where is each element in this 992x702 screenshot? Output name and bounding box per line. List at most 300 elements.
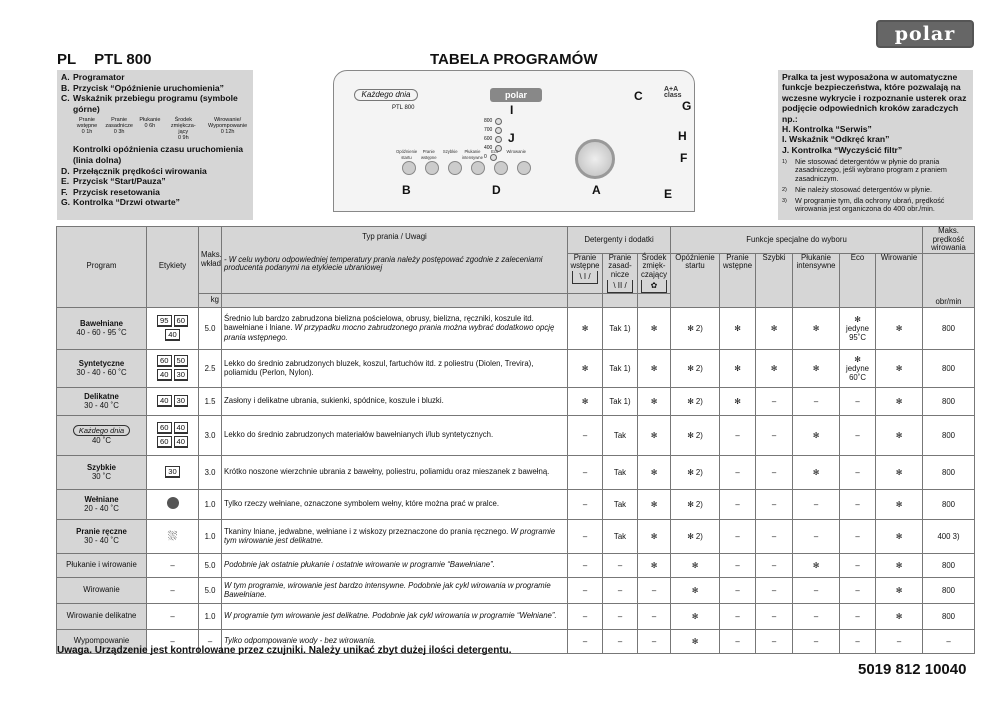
speed-led-icon	[495, 127, 502, 134]
value-cell: ✻	[876, 307, 923, 349]
indicator-strip	[75, 117, 249, 141]
value-cell: –	[756, 577, 793, 603]
max-load: 1.5	[199, 387, 222, 415]
value-cell: Tak 1)	[603, 349, 638, 387]
description-cell	[222, 577, 568, 603]
program-cell	[57, 387, 147, 415]
col-program: Program	[57, 227, 147, 308]
value-cell: 800	[923, 415, 975, 455]
polar-logo: polar	[876, 20, 974, 48]
col-maxload: Maks. wkład	[199, 227, 222, 294]
program-name: Wirowanie delikatne	[66, 611, 137, 621]
value-cell: ✻	[638, 489, 671, 519]
program-name: Pranie ręczne	[76, 526, 127, 536]
value-cell: ✻	[876, 553, 923, 577]
panel-button[interactable]	[494, 161, 508, 175]
value-cell: –	[603, 629, 638, 653]
model-name: PTL 800	[94, 51, 152, 68]
dash: –	[170, 611, 175, 621]
footnote-number: 1)	[782, 159, 787, 166]
value-cell: 800	[923, 603, 975, 629]
col-detergents: Detergenty i dodatki	[568, 227, 671, 254]
value-cell: ✻	[638, 519, 671, 553]
col-prewash-label: Pranie wstępne	[570, 252, 600, 271]
value-cell: ✻	[638, 553, 671, 577]
col-prewash2: Pranie wstępne	[720, 253, 756, 307]
value-cell: –	[840, 629, 876, 653]
value-cell: –	[840, 577, 876, 603]
panel-button-label: Wirowanie	[506, 149, 527, 154]
max-load: 1.0	[199, 519, 222, 553]
dash: –	[170, 636, 175, 646]
speed-led-icon	[495, 118, 502, 125]
col-prewash	[568, 253, 603, 293]
legend-right	[778, 70, 973, 220]
program-cell	[57, 577, 147, 603]
value-cell: ✻	[756, 349, 793, 387]
legend-key	[61, 144, 73, 165]
value-cell: –	[756, 489, 793, 519]
care-labels-cell	[147, 489, 199, 519]
col-special: Funkcje specjalne do wyboru	[671, 227, 923, 254]
program-cell	[57, 519, 147, 553]
legend-item	[61, 144, 249, 165]
value-cell: ✻	[876, 415, 923, 455]
care-label-temp: 95	[157, 315, 171, 327]
care-label-temp: 40	[174, 422, 188, 434]
program-temp: 20 - 40 ˚C	[84, 504, 119, 514]
value-cell: ✻	[638, 415, 671, 455]
warning-text: Uwaga. Urządzenie jest kontrolowane przez czujniki. Należy unikać zbyt dużej ilości detergentu.	[57, 645, 512, 656]
max-load: 3.0	[199, 455, 222, 489]
header-left	[57, 51, 151, 68]
spin-speed-value: 0	[484, 154, 487, 160]
description-cell	[222, 519, 568, 553]
care-label-temp: 50	[174, 355, 188, 367]
document-code: 5019 812 10040	[858, 661, 967, 678]
panel-button-label: Szybkie	[442, 149, 458, 154]
panel-button-label: Płukanie intensywne	[462, 149, 483, 160]
value-cell: –	[603, 603, 638, 629]
value-cell: –	[840, 489, 876, 519]
value-cell: ✻	[671, 553, 720, 577]
col-softener-label: Środek zmięk-czający	[641, 252, 667, 279]
description-text: Lekko do średnio zabrudzonych materiałów bawełnianych i/lub syntetycznych.	[224, 430, 494, 440]
care-labels-cell	[147, 553, 199, 577]
description-note: Podobnie jak ostatnie płukanie i ostatnie wirowanie w programie “Bawełniane”.	[224, 560, 495, 570]
panel-brand: Każdego dnia	[354, 89, 418, 101]
legend-item	[61, 187, 249, 198]
wool-icon	[167, 497, 179, 509]
value-cell: 800	[923, 455, 975, 489]
description-cell	[222, 553, 568, 577]
care-label-temp: 30	[174, 395, 188, 407]
value-cell: –	[793, 629, 840, 653]
legend-text: Przycisk resetowania	[73, 186, 160, 197]
max-load: 1.0	[199, 603, 222, 629]
legend-item	[61, 72, 249, 83]
value-cell: –	[840, 603, 876, 629]
care-label-temp: 40	[157, 395, 171, 407]
table-row	[57, 553, 975, 577]
spin-speed-value: 700	[484, 127, 493, 133]
description-text: Lekko do średnio zabrudzonych bluzek, koszul, fartuchów itd. z poliestru (Diolen, Trevira), poliamidu (Perlon, Nylon).	[224, 358, 534, 378]
legend-key: C.	[61, 93, 70, 104]
value-cell: ✻	[876, 603, 923, 629]
program-cell	[57, 603, 147, 629]
panel-button[interactable]	[448, 161, 462, 175]
value-cell: Tak 1)	[603, 387, 638, 415]
value-cell: –	[568, 603, 603, 629]
program-temp: 30 - 40 ˚C	[84, 536, 119, 546]
value-cell: Tak	[603, 489, 638, 519]
program-name: Delikatne	[84, 391, 119, 401]
program-table	[56, 226, 975, 654]
drawer-ii-icon: \ II /	[607, 280, 633, 293]
value-cell: –	[923, 629, 975, 653]
handwash-icon: ⛆	[167, 528, 178, 543]
value-cell: –	[793, 577, 840, 603]
description-note: W przypadku mocno zabrudzonego prania można wybrać dodatkowo opcję prania wstępnego.	[224, 323, 555, 342]
value-cell: ✻ 2)	[671, 489, 720, 519]
care-labels-cell	[147, 577, 199, 603]
legend-item	[61, 83, 249, 94]
value-cell: ✻	[638, 387, 671, 415]
value-cell: 800	[923, 553, 975, 577]
value-cell: ✻	[876, 519, 923, 553]
max-load: 5.0	[199, 307, 222, 349]
value-cell: Tak	[603, 455, 638, 489]
letter-a: A	[592, 183, 601, 197]
legend-key: E.	[61, 176, 70, 187]
value-cell: –	[638, 577, 671, 603]
description-note: W programie tym wirowanie jest delikatne. Podobnie jak cykl wirowania w programie “Wełniane”.	[224, 611, 557, 621]
drawer-i-icon: \ I /	[572, 271, 598, 284]
legend-key: F.	[61, 186, 68, 197]
care-label-temp: 40	[165, 329, 179, 341]
program-temp: 40 - 60 - 95 ˚C	[76, 328, 127, 338]
description-cell	[222, 387, 568, 415]
value-cell: –	[720, 577, 756, 603]
care-labels-cell	[147, 519, 199, 553]
panel-model: PTL 800	[392, 105, 415, 111]
value-cell: –	[638, 603, 671, 629]
care-labels-cell	[147, 455, 199, 489]
table-row	[57, 577, 975, 603]
care-label-temp: 30	[174, 369, 188, 381]
program-name: Wełniane	[84, 494, 119, 504]
value-cell: 800	[923, 349, 975, 387]
program-cell	[57, 553, 147, 577]
legend-text: Programator	[73, 72, 125, 82]
legend-key: G.	[61, 197, 71, 208]
value-cell: –	[568, 489, 603, 519]
value-cell: ✻	[720, 387, 756, 415]
col-type	[222, 227, 568, 294]
value-cell: –	[603, 577, 638, 603]
value-cell: ✻ 2)	[671, 519, 720, 553]
max-load: 5.0	[199, 577, 222, 603]
footnote	[782, 186, 969, 194]
indicator	[206, 117, 249, 141]
value-cell: –	[568, 415, 603, 455]
program-cell	[57, 489, 147, 519]
safety-item-h: H. Kontrolka “Serwis”	[782, 124, 872, 135]
value-cell: –	[568, 553, 603, 577]
description-note: W tym programie, wirowanie jest bardzo intensywne. Podobnie jak cykl wirowania w programie Bawełniane.	[224, 580, 551, 600]
program-dial[interactable]	[575, 139, 615, 179]
value-cell: –	[793, 519, 840, 553]
panel-button[interactable]	[402, 161, 416, 175]
value-cell: ✻	[720, 349, 756, 387]
table-row	[57, 519, 975, 553]
legend-item	[61, 93, 249, 114]
program-name: Każdego dnia	[73, 425, 130, 436]
value-cell: ✻	[671, 577, 720, 603]
care-labels-cell	[147, 415, 199, 455]
description-cell	[222, 455, 568, 489]
value-cell: ✻	[671, 603, 720, 629]
letter-e: E	[664, 187, 673, 201]
value-cell: 800	[923, 577, 975, 603]
col-labels: Etykiety	[147, 227, 199, 308]
value-cell: –	[840, 553, 876, 577]
value-cell: ✻	[638, 349, 671, 387]
indicator-hours: 0 3h	[113, 129, 125, 136]
value-cell: ✻ jedyne 60˚C	[840, 349, 876, 387]
panel-buttons	[402, 161, 531, 175]
care-label-temp: 40	[157, 369, 171, 381]
value-cell: ✻	[793, 455, 840, 489]
table-row	[57, 603, 975, 629]
value-cell: –	[793, 603, 840, 629]
value-cell: ✻	[671, 629, 720, 653]
value-cell: 800	[923, 489, 975, 519]
program-cell	[57, 307, 147, 349]
program-cell	[57, 415, 147, 455]
letter-g: G	[682, 99, 692, 113]
footnote-number: 3)	[782, 198, 787, 205]
control-panel	[333, 70, 695, 212]
panel-button[interactable]	[471, 161, 485, 175]
softener-flower-icon: ✿	[641, 280, 667, 293]
care-labels-cell	[147, 603, 199, 629]
col-delay: Opóźnienie startu	[671, 253, 720, 307]
description-cell	[222, 415, 568, 455]
indicator-label: Wirowanie/ Wypompowanie	[208, 117, 248, 130]
description-text: Krótko noszone wierzchnie ubrania z bawełny, poliestru, poliamidu oraz mieszanek z bawełną.	[224, 467, 550, 477]
col-rpm: obr/min	[923, 253, 975, 307]
col-softener	[638, 253, 671, 293]
indicator	[166, 117, 200, 141]
description-cell	[222, 603, 568, 629]
footnote-text: W programie tym, dla ochrony ubrań, prędkość wirowania jest organiczona do 400 obr./min.	[795, 196, 945, 214]
col-mainwash	[603, 253, 638, 293]
safety-intro: Pralka ta jest wyposażona w automatyczne funkcje bezpieczeństwa, które pozwalają na wczesne wykrycie i rozpoznanie usterek oraz podjęcie odpowiednich kroków zaradczych np.:	[782, 72, 967, 124]
spin-speed-value: 600	[484, 136, 493, 142]
col-type-note: - W celu wyboru odpowiedniej temperatury prania należy postępować zgodnie z zaleceniami producenta podanymi na etykiecie ubraniowej	[224, 254, 543, 273]
indicator-hours: 0 6h	[144, 123, 156, 130]
value-cell: ✻	[638, 455, 671, 489]
care-labels-cell	[147, 349, 199, 387]
value-cell: ✻	[793, 415, 840, 455]
value-cell: 400 3)	[923, 519, 975, 553]
legend-key: D.	[61, 165, 70, 176]
value-cell: ✻	[876, 349, 923, 387]
legend-text: Przełącznik prędkości wirowania	[73, 165, 207, 176]
spin-speed-value: 800	[484, 118, 493, 124]
footnote	[782, 158, 969, 183]
value-cell: –	[568, 577, 603, 603]
table-row	[57, 307, 975, 349]
description-note: W programie tym wirowanie jest delikatne.	[224, 526, 556, 546]
value-cell: –	[720, 519, 756, 553]
value-cell: Tak	[603, 519, 638, 553]
letter-j: J	[508, 131, 515, 145]
value-cell: ✻	[720, 307, 756, 349]
dash: –	[170, 560, 175, 570]
value-cell: ✻	[876, 489, 923, 519]
value-cell: –	[720, 455, 756, 489]
value-cell: ✻ 2)	[671, 415, 720, 455]
legend-text: Kontrolka “Drzwi otwarte”	[73, 197, 180, 208]
indicator-hours: 0 12h	[220, 129, 235, 136]
program-temp: 30 ˚C	[91, 472, 112, 482]
col-mainwash-label: Pranie zasad-nicze	[608, 252, 632, 279]
description-text: Średnio lub bardzo zabrudzona bielizna pościelowa, obrusy, bielizna, ręczniki, koszule itd. bawełniane i lniane.	[224, 314, 534, 333]
max-load: –	[199, 629, 222, 653]
spin-speed-value: 400	[484, 145, 493, 151]
page-title: TABELA PROGRAMÓW	[430, 51, 598, 68]
program-name: Syntetyczne	[78, 358, 125, 368]
col-det-filler-2	[603, 293, 638, 307]
panel-button-label: Eco	[491, 149, 499, 154]
program-temp: 30 - 40 - 60 ˚C	[76, 368, 127, 378]
spin-speed-item	[484, 126, 502, 135]
col-kg: kg	[199, 293, 222, 307]
panel-button-label: Opóźnienie startu	[396, 149, 418, 160]
value-cell: 800	[923, 307, 975, 349]
legend-key: B.	[61, 82, 70, 93]
legend-left	[57, 70, 253, 220]
col-det-filler-1	[568, 293, 603, 307]
legend-text: Przycisk “Start/Pauza”	[73, 176, 166, 187]
value-cell: –	[756, 519, 793, 553]
table-row	[57, 349, 975, 387]
dash: –	[170, 585, 175, 595]
description-note: Tylko odpompowanie wody - bez wirowania.	[224, 636, 376, 646]
panel-button[interactable]	[517, 161, 531, 175]
legend-text: Przycisk “Opóźnienie uruchomienia”	[73, 82, 224, 93]
indicator	[75, 117, 99, 141]
legend-text: Kontrolki opóźnienia czasu uruchomienia (linia dolna)	[73, 144, 243, 165]
value-cell: –	[756, 629, 793, 653]
value-cell: –	[756, 387, 793, 415]
value-cell: ✻	[568, 349, 603, 387]
value-cell: ✻	[568, 387, 603, 415]
max-load: 1.0	[199, 489, 222, 519]
program-cell	[57, 349, 147, 387]
value-cell: –	[720, 629, 756, 653]
panel-logo: polar	[490, 88, 542, 102]
value-cell: –	[756, 415, 793, 455]
care-label-temp: 60	[174, 315, 188, 327]
indicator-label: Płukanie	[139, 117, 161, 124]
value-cell: Tak 1)	[603, 307, 638, 349]
value-cell: ✻	[876, 577, 923, 603]
value-cell: –	[756, 553, 793, 577]
care-labels-cell	[147, 307, 199, 349]
indicator-label: Środek zmiękcza-jący	[170, 117, 196, 136]
value-cell: –	[720, 489, 756, 519]
value-cell: 800	[923, 387, 975, 415]
value-cell: ✻ 2)	[671, 349, 720, 387]
value-cell: ✻ 2)	[671, 307, 720, 349]
letter-i: I	[510, 103, 514, 117]
program-temp: 40 ˚C	[91, 436, 112, 446]
value-cell: –	[756, 603, 793, 629]
value-cell: –	[603, 553, 638, 577]
col-type-title: Typ prania / Uwagi	[362, 232, 427, 241]
indicator-hours: 0 1h	[81, 129, 93, 136]
value-cell: –	[568, 455, 603, 489]
program-cell	[57, 455, 147, 489]
program-name: Szybkie	[86, 462, 117, 472]
value-cell: –	[720, 553, 756, 577]
value-cell: –	[876, 629, 923, 653]
program-name: Płukanie i wirowanie	[66, 560, 137, 570]
spin-speed-item	[484, 117, 502, 126]
col-eco: Eco	[840, 253, 876, 307]
col-maxspin: Maks. prędkość wirowania	[923, 227, 975, 254]
table-row	[57, 415, 975, 455]
max-load: 2.5	[199, 349, 222, 387]
letter-c: C	[634, 89, 643, 103]
care-label-temp: 30	[165, 466, 179, 478]
col-det-filler-3	[638, 293, 671, 307]
value-cell: ✻	[756, 307, 793, 349]
value-cell: ✻ 2)	[671, 455, 720, 489]
footnote-text: Nie należy stosować detergentów w płynie.	[795, 184, 933, 194]
value-cell: ✻ jedyne 95˚C	[840, 307, 876, 349]
care-label-temp: 40	[174, 436, 188, 448]
value-cell: ✻	[793, 307, 840, 349]
panel-button[interactable]	[425, 161, 439, 175]
table-row	[57, 489, 975, 519]
value-cell: Tak	[603, 415, 638, 455]
value-cell: –	[840, 519, 876, 553]
description-cell	[222, 489, 568, 519]
spin-speed-item	[484, 135, 502, 144]
care-label-temp: 60	[157, 436, 171, 448]
table-row	[57, 455, 975, 489]
value-cell: ✻	[876, 455, 923, 489]
letter-d: D	[492, 183, 501, 197]
speed-led-icon	[495, 136, 502, 143]
table-row	[57, 387, 975, 415]
program-temp: 30 - 40 ˚C	[84, 401, 119, 411]
legend-item	[61, 176, 249, 187]
value-cell: –	[840, 415, 876, 455]
value-cell: ✻	[568, 307, 603, 349]
col-spin: Wirowanie	[876, 253, 923, 307]
value-cell: ✻	[793, 349, 840, 387]
col-rinse: Płukanie intensywne	[793, 253, 840, 307]
indicator-label: Pranie zasadnicze	[105, 117, 133, 130]
legend-key: A.	[61, 72, 70, 82]
col-type-filler	[222, 293, 568, 307]
letter-f: F	[680, 151, 688, 165]
